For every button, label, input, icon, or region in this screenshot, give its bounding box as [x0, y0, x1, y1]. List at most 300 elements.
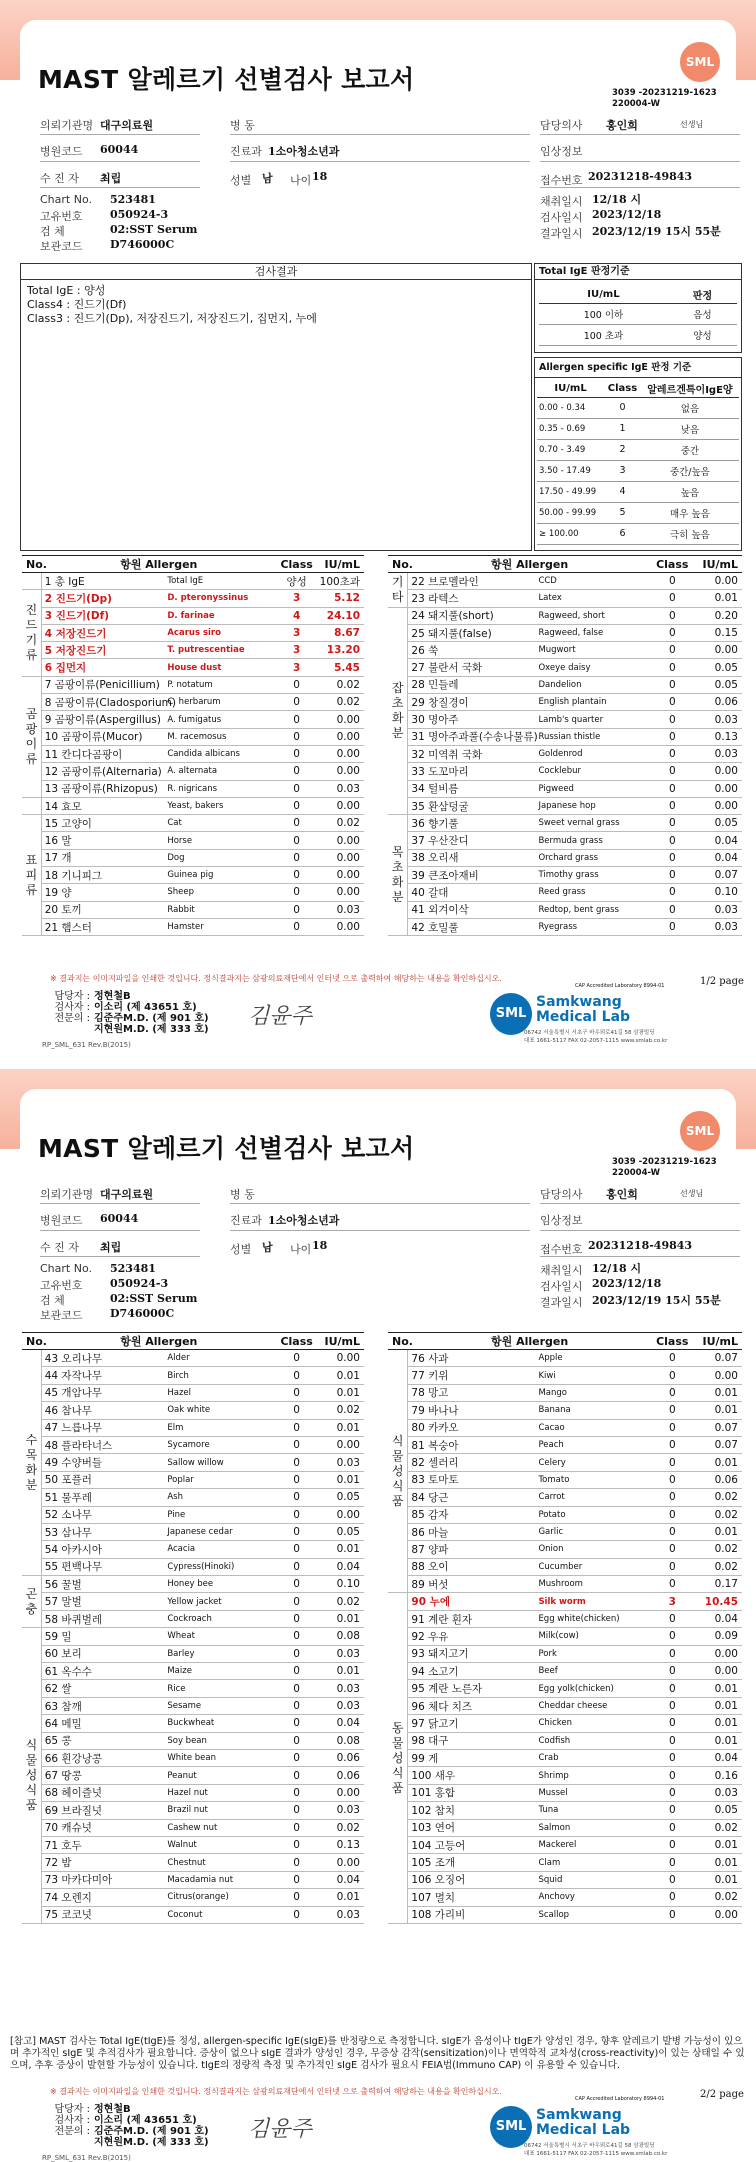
allergen-name-en: Brazil nut — [167, 1802, 276, 1819]
allergen-class: 0 — [276, 1506, 317, 1523]
report-title: MAST 알레르기 선별검사 보고서 — [38, 1134, 415, 1163]
allergen-class: 0 — [651, 676, 693, 693]
info-inst: 대구의료원 — [100, 1188, 154, 1201]
allergen-row — [22, 642, 364, 659]
footer-note: ※ 결과지는 이미지파일을 인쇄한 것입니다. 정식결과지는 삼광의료재단에서 인터넷 으로 출력하여 해당하는 내용을 확인하십시오. — [50, 2087, 502, 2096]
allergen-class: 0 — [651, 590, 693, 607]
specific-ige-cell: 17.50 - 49.99 — [537, 481, 604, 502]
allergen-class: 0 — [651, 1889, 693, 1906]
result-line: Total IgE : 양성 — [27, 284, 106, 297]
allergen-class: 0 — [276, 1732, 317, 1749]
allergen-class: 0 — [276, 1628, 317, 1645]
header-no: No. — [22, 1333, 41, 1350]
allergen-name-en: Sallow willow — [167, 1454, 276, 1471]
allergen-name-ko: 88 오이 — [408, 1558, 539, 1575]
allergen-name-ko: 14 효모 — [41, 797, 167, 814]
allergen-value: 0.02 — [693, 1819, 742, 1836]
info-code-label: 병원코드 — [40, 1214, 83, 1227]
allergen-class: 0 — [276, 780, 317, 797]
allergen-name-ko: 70 캐슈넛 — [41, 1819, 167, 1836]
allergen-value: 0.01 — [693, 1384, 742, 1401]
allergen-name-en: Sycamore — [167, 1436, 276, 1453]
allergen-value: 0.04 — [693, 849, 742, 866]
allergen-value: 0.03 — [693, 918, 742, 935]
allergen-row — [388, 1836, 742, 1853]
allergen-name-en: Redtop, bent grass — [538, 901, 651, 918]
allergen-value: 0.05 — [693, 815, 742, 832]
allergen-name-en: Guinea pig — [167, 867, 276, 884]
allergen-row — [22, 1350, 364, 1367]
allergen-value: 0.00 — [693, 780, 742, 797]
info-divider — [230, 1230, 530, 1231]
group-label: 식물성식품 — [388, 1350, 408, 1593]
allergen-value: 0.00 — [317, 1784, 364, 1801]
allergen-class: 0 — [276, 1419, 317, 1436]
allergen-name-en: Salmon — [538, 1819, 651, 1836]
signatory-label: 담당자 : — [54, 2104, 90, 2115]
allergen-value: 0.06 — [693, 1471, 742, 1488]
allergen-value: 0.17 — [693, 1576, 742, 1593]
company-address — [524, 2142, 667, 2158]
allergen-name-ko: 35 환삼덩굴 — [408, 797, 539, 814]
allergen-name-ko: 9 곰팡이류(Aspergillus) — [41, 711, 167, 728]
allergen-name-en: Hazel — [167, 1384, 276, 1401]
company-name — [536, 2108, 630, 2138]
allergen-name-ko: 90 누에 — [408, 1593, 539, 1610]
allergen-row — [22, 728, 364, 745]
allergen-value: 0.00 — [693, 1645, 742, 1662]
allergen-class: 0 — [651, 1350, 693, 1367]
allergen-name-ko: 24 돼지풀(short) — [408, 607, 539, 624]
allergen-class: 0 — [276, 1610, 317, 1627]
allergen-name-ko: 95 계란 노른자 — [408, 1680, 539, 1697]
specific-ige-row — [537, 481, 739, 502]
allergen-name-en: Peach — [538, 1436, 651, 1453]
allergen-name-ko: 22 브로멜라인 — [408, 573, 539, 590]
allergen-class: 0 — [651, 1854, 693, 1871]
allergen-value: 0.02 — [693, 1889, 742, 1906]
group-label: 진드기류 — [22, 590, 41, 676]
total-ige-row — [539, 324, 737, 345]
specific-ige-header — [537, 380, 739, 397]
allergen-class: 0 — [651, 1663, 693, 1680]
allergen-value: 0.05 — [317, 1489, 364, 1506]
total-ige-row — [539, 303, 737, 324]
info-spec-label: 검 체 — [40, 225, 65, 238]
allergen-row — [22, 1854, 364, 1871]
allergen-name-en: Barley — [167, 1645, 276, 1662]
allergen-name-ko: 69 브라질넛 — [41, 1802, 167, 1819]
company-name-line: Samkwang — [536, 2107, 622, 2123]
info-doctor-label: 담당의사 — [540, 1188, 583, 1201]
allergen-class: 0 — [651, 1558, 693, 1575]
disclaimer: [참고] MAST 검사는 Total IgE(tIgE)를 정성, allergen-specific IgE(sIgE)를 반정량으로 측정합니다. sIgE가 음성이나 tIgE가 양성인 경우, 향후 알레르기 발병 가능성이 있으며 추가적인 sIgE 및 추적검사가 필요합니다. 증상이 없으나 sIgE 결과가 양성인 경우, 무증상 감작(sensitization)이나 면역학적 교차성(cross-reactivity)이 있는 상태일 수 있으며, 추후 증상이 발현할 가능성이 있습니다. tIgE의 정량적 측정 및 추가적인 sIgE 검사가 필요시 FEIA법(Immuno CAP) 이 유용할 수 있습니다. — [10, 2036, 745, 2071]
allergen-name-ko: 80 카카오 — [408, 1419, 539, 1436]
allergen-name-en: Codfish — [538, 1732, 651, 1749]
group-label: 표피류 — [22, 815, 41, 936]
allergen-class: 0 — [276, 1819, 317, 1836]
allergen-value: 0.01 — [693, 1697, 742, 1714]
allergen-class: 0 — [651, 849, 693, 866]
specific-ige-cell: 0.35 - 0.69 — [537, 418, 604, 439]
allergen-row — [388, 1454, 742, 1471]
group-label: 곰팡이류 — [22, 676, 41, 797]
group-label — [22, 573, 41, 590]
allergen-class: 0 — [276, 1749, 317, 1766]
specific-ige-row — [537, 397, 739, 418]
allergen-value: 0.01 — [693, 590, 742, 607]
allergen-name-en: A. alternata — [167, 763, 276, 780]
allergen-name-ko: 102 참치 — [408, 1802, 539, 1819]
allergen-value: 0.00 — [317, 745, 364, 762]
allergen-row — [388, 1506, 742, 1523]
allergen-name-en: Orchard grass — [538, 849, 651, 866]
allergen-class: 0 — [276, 763, 317, 780]
header-unit: IU/mL — [693, 1333, 742, 1350]
allergen-value: 0.03 — [317, 1697, 364, 1714]
page-number: 2/2 page — [700, 2089, 744, 2100]
allergen-row — [388, 590, 742, 607]
signatory-name: 지현원M.D. (제 333 호) — [94, 1024, 209, 1035]
allergen-row — [388, 884, 742, 901]
signatory-name: 이소리 (제 43651 호) — [94, 2115, 197, 2126]
allergen-value: 0.00 — [317, 711, 364, 728]
signatory-block — [52, 2104, 209, 2148]
allergen-row — [388, 659, 742, 676]
allergen-value: 0.01 — [317, 1367, 364, 1384]
allergen-name-ko: 81 복숭아 — [408, 1436, 539, 1453]
specific-ige-col: 알레르겐특이IgE양 — [641, 380, 739, 397]
allergen-value: 0.01 — [693, 1454, 742, 1471]
allergen-class: 0 — [276, 1541, 317, 1558]
allergen-row — [22, 1436, 364, 1453]
total-ige-header — [539, 286, 737, 303]
info-divider — [230, 1203, 530, 1204]
allergen-name-en: Elm — [167, 1419, 276, 1436]
allergen-value: 0.08 — [317, 1628, 364, 1645]
header-class: Class — [276, 1333, 317, 1350]
allergen-value: 0.01 — [317, 1471, 364, 1488]
allergen-row — [388, 901, 742, 918]
allergen-class: 0 — [276, 832, 317, 849]
allergen-name-en: Cocklebur — [538, 763, 651, 780]
info-divider — [230, 161, 530, 162]
allergen-class: 0 — [651, 1819, 693, 1836]
allergen-class: 0 — [651, 797, 693, 814]
allergen-row — [22, 918, 364, 935]
allergen-name-ko: 97 닭고기 — [408, 1715, 539, 1732]
info-result: 2023/12/19 15시 55분 — [592, 225, 721, 238]
allergen-class: 0 — [651, 728, 693, 745]
allergen-value: 0.00 — [317, 884, 364, 901]
allergen-value: 0.03 — [317, 1454, 364, 1471]
allergen-class: 0 — [651, 918, 693, 935]
allergen-value: 0.00 — [317, 1854, 364, 1871]
specific-ige-cell: 낮음 — [641, 418, 739, 439]
allergen-table — [22, 555, 364, 936]
allergen-name-ko: 16 말 — [41, 832, 167, 849]
result-summary — [27, 284, 317, 326]
allergen-value: 0.10 — [317, 1576, 364, 1593]
allergen-name-ko: 37 우산잔디 — [408, 832, 539, 849]
allergen-value: 0.01 — [693, 1836, 742, 1853]
allergen-value: 0.00 — [693, 573, 742, 590]
signatory-label: 전문의 : — [54, 1013, 90, 1024]
signatory-block — [52, 991, 209, 1035]
allergen-value: 0.02 — [693, 1489, 742, 1506]
allergen-name-ko: 51 물푸레 — [41, 1489, 167, 1506]
allergen-name-en: Clam — [538, 1854, 651, 1871]
header-allergen: 항원 Allergen — [41, 556, 276, 573]
allergen-name-ko: 108 가리비 — [408, 1906, 539, 1923]
allergen-row — [388, 1628, 742, 1645]
specific-ige-cell: 중간/높음 — [641, 460, 739, 481]
allergen-value: 0.02 — [317, 815, 364, 832]
allergen-value: 0.07 — [693, 1350, 742, 1367]
allergen-class: 0 — [651, 1436, 693, 1453]
allergen-row — [22, 1628, 364, 1645]
info-chart-label: Chart No. — [40, 193, 92, 206]
patient-info — [40, 1181, 740, 1323]
allergen-row — [388, 1767, 742, 1784]
info-age-label: 나이 — [290, 1243, 312, 1256]
allergen-value: 0.04 — [693, 832, 742, 849]
info-sex-label: 성별 — [230, 1243, 252, 1256]
allergen-row — [22, 1697, 364, 1714]
allergen-row — [388, 573, 742, 590]
specific-ige-cell: 2 — [604, 439, 641, 460]
allergen-class: 0 — [651, 1506, 693, 1523]
allergen-name-en: Latex — [538, 590, 651, 607]
allergen-row — [22, 849, 364, 866]
header-class: Class — [276, 556, 317, 573]
allergen-value: 0.03 — [317, 780, 364, 797]
specific-ige-cell: 6 — [604, 523, 641, 544]
allergen-value: 8.67 — [317, 624, 364, 641]
allergen-value: 0.04 — [317, 1715, 364, 1732]
allergen-name-en: Dog — [167, 849, 276, 866]
allergen-name-ko: 57 말벌 — [41, 1593, 167, 1610]
allergen-name-en: Cat — [167, 815, 276, 832]
result-line: Class4 : 진드기(Df) — [27, 298, 127, 311]
allergen-row — [388, 642, 742, 659]
allergen-name-ko: 71 호두 — [41, 1836, 167, 1853]
allergen-name-ko: 19 양 — [41, 884, 167, 901]
info-doctor-label: 담당의사 — [540, 119, 583, 132]
allergen-value: 0.00 — [693, 1367, 742, 1384]
allergen-row — [22, 1523, 364, 1540]
allergen-name-en: Sheep — [167, 884, 276, 901]
total-ige-criteria — [534, 263, 742, 353]
allergen-row — [388, 1402, 742, 1419]
allergen-name-en: Garlic — [538, 1523, 651, 1540]
allergen-name-ko: 5 저장진드기 — [41, 642, 167, 659]
allergen-value: 100초과 — [317, 573, 364, 590]
allergen-row — [22, 1715, 364, 1732]
info-patient-label: 수 진 자 — [40, 172, 79, 185]
allergen-row — [22, 1454, 364, 1471]
info-spec-label: 검 체 — [40, 1294, 65, 1307]
allergen-name-ko: 56 꿀벌 — [41, 1576, 167, 1593]
allergen-row — [22, 797, 364, 814]
allergen-name-ko: 58 바퀴벌레 — [41, 1610, 167, 1627]
allergen-row — [388, 1367, 742, 1384]
info-uid-label: 고유번호 — [40, 1279, 83, 1292]
allergen-value: 0.00 — [693, 763, 742, 780]
allergen-value: 0.05 — [317, 1523, 364, 1540]
signatory-line — [52, 2137, 209, 2148]
allergen-name-en: Anchovy — [538, 1889, 651, 1906]
allergen-class: 0 — [276, 1576, 317, 1593]
allergen-class: 0 — [651, 745, 693, 762]
info-recv-label: 접수번호 — [540, 174, 583, 187]
allergen-class: 0 — [276, 1367, 317, 1384]
allergen-value: 0.03 — [693, 901, 742, 918]
allergen-row — [22, 1558, 364, 1575]
info-sex: 남 — [262, 172, 273, 185]
specific-ige-row — [537, 502, 739, 523]
allergen-value: 0.13 — [693, 728, 742, 745]
allergen-value: 0.04 — [317, 1558, 364, 1575]
allergen-row — [22, 1593, 364, 1610]
info-patient-label: 수 진 자 — [40, 1241, 79, 1254]
allergen-value: 0.03 — [693, 711, 742, 728]
allergen-name-ko: 79 바나나 — [408, 1402, 539, 1419]
allergen-name-en: C. herbarum — [167, 694, 276, 711]
allergen-name-ko: 105 조개 — [408, 1854, 539, 1871]
allergen-value: 0.00 — [317, 918, 364, 935]
allergen-name-ko: 17 개 — [41, 849, 167, 866]
allergen-name-en: A. fumigatus — [167, 711, 276, 728]
allergen-value: 0.03 — [693, 745, 742, 762]
allergen-name-en: Kiwi — [538, 1367, 651, 1384]
allergen-value: 0.03 — [693, 1784, 742, 1801]
allergen-value: 0.05 — [693, 659, 742, 676]
allergen-value: 0.08 — [317, 1732, 364, 1749]
allergen-class: 0 — [276, 1663, 317, 1680]
info-result: 2023/12/19 15시 55분 — [592, 1294, 721, 1307]
allergen-row — [388, 1593, 742, 1610]
info-dept: 1소아청소년과 — [268, 145, 340, 158]
allergen-value: 0.01 — [693, 1523, 742, 1540]
allergen-name-en: Ragweed, short — [538, 607, 651, 624]
allergen-value: 0.02 — [317, 1402, 364, 1419]
info-sex-label: 성별 — [230, 174, 252, 187]
allergen-value: 0.01 — [693, 1871, 742, 1888]
allergen-name-ko: 31 명아주과풀(수송나물류) — [408, 728, 539, 745]
allergen-row — [22, 1802, 364, 1819]
allergen-value: 5.45 — [317, 659, 364, 676]
table-header-row — [388, 556, 742, 573]
report-page-2 — [0, 1069, 756, 2162]
specific-ige-cell: 0.00 - 0.34 — [537, 397, 604, 418]
allergen-name-en: English plantain — [538, 694, 651, 711]
allergen-class: 0 — [276, 901, 317, 918]
allergen-name-en: Japanese cedar — [167, 1523, 276, 1540]
allergen-name-en: Bermuda grass — [538, 832, 651, 849]
sml-logo-icon: SML — [490, 2106, 532, 2148]
allergen-class: 0 — [651, 815, 693, 832]
allergen-name-en: Timothy grass — [538, 867, 651, 884]
allergen-value: 0.16 — [693, 1767, 742, 1784]
allergen-name-ko: 99 게 — [408, 1749, 539, 1766]
allergen-name-ko: 61 옥수수 — [41, 1663, 167, 1680]
allergen-class: 3 — [276, 659, 317, 676]
allergen-name-ko: 101 홍합 — [408, 1784, 539, 1801]
allergen-name-en: Apple — [538, 1350, 651, 1367]
allergen-class: 0 — [651, 1384, 693, 1401]
allergen-class: 0 — [276, 1645, 317, 1662]
allergen-name-ko: 68 헤이즐넛 — [41, 1784, 167, 1801]
info-divider — [40, 1230, 200, 1231]
allergen-name-en: Mushroom — [538, 1576, 651, 1593]
allergen-name-en: Oxeye daisy — [538, 659, 651, 676]
allergen-class: 0 — [651, 1645, 693, 1662]
info-test: 2023/12/18 — [592, 208, 662, 221]
allergen-class: 0 — [651, 659, 693, 676]
allergen-name-ko: 39 큰조아재비 — [408, 867, 539, 884]
allergen-row — [22, 573, 364, 590]
info-coll-label: 채취일시 — [540, 1264, 583, 1277]
allergen-row — [22, 1836, 364, 1853]
allergen-name-en: Cockroach — [167, 1610, 276, 1627]
allergen-name-ko: 45 개암나무 — [41, 1384, 167, 1401]
info-store: D746000C — [110, 1307, 175, 1320]
allergen-value: 0.04 — [693, 1749, 742, 1766]
info-spec: 02:SST Serum — [110, 1292, 198, 1305]
allergen-name-ko: 92 우유 — [408, 1628, 539, 1645]
header-class: Class — [651, 556, 693, 573]
allergen-row — [22, 901, 364, 918]
specific-ige-cell: 5 — [604, 502, 641, 523]
allergen-name-ko: 21 햄스터 — [41, 918, 167, 935]
address-line: 06742 서울특별시 서초구 바우뫼로41길 58 삼광빌딩 — [524, 2143, 655, 2149]
specific-ige-table — [537, 380, 739, 545]
total-ige-cell: 100 초과 — [539, 324, 668, 345]
allergen-name-ko: 40 갈대 — [408, 884, 539, 901]
allergen-name-ko: 107 멸치 — [408, 1889, 539, 1906]
allergen-value: 0.00 — [693, 797, 742, 814]
specific-ige-row — [537, 460, 739, 481]
info-coll: 12/18 시 — [592, 193, 642, 206]
signatory-label: 전문의 : — [54, 2126, 90, 2137]
allergen-value: 0.07 — [693, 1436, 742, 1453]
allergen-name-ko: 43 오리나무 — [41, 1350, 167, 1367]
info-code: 60044 — [100, 1212, 139, 1225]
allergen-value: 0.01 — [693, 1402, 742, 1419]
allergen-name-ko: 82 셀러리 — [408, 1454, 539, 1471]
allergen-value: 0.01 — [693, 1680, 742, 1697]
allergen-row — [388, 676, 742, 693]
specific-ige-cell: 3 — [604, 460, 641, 481]
allergen-value: 0.03 — [317, 1645, 364, 1662]
allergen-value: 0.02 — [693, 1558, 742, 1575]
allergen-name-en: P. notatum — [167, 676, 276, 693]
allergen-name-en: Total IgE — [167, 573, 276, 590]
header-allergen: 항원 Allergen — [408, 556, 651, 573]
allergen-class: 0 — [651, 694, 693, 711]
allergen-name-ko: 65 콩 — [41, 1732, 167, 1749]
allergen-row — [22, 1419, 364, 1436]
allergen-class: 3 — [276, 624, 317, 641]
allergen-name-en: Potato — [538, 1506, 651, 1523]
signatory-line — [52, 2104, 209, 2115]
allergen-name-en: Macadamia nut — [167, 1871, 276, 1888]
info-patient: 최립 — [100, 1241, 122, 1254]
allergen-name-en: Coconut — [167, 1906, 276, 1923]
info-divider — [40, 1203, 200, 1204]
allergen-name-ko: 55 편백나무 — [41, 1558, 167, 1575]
